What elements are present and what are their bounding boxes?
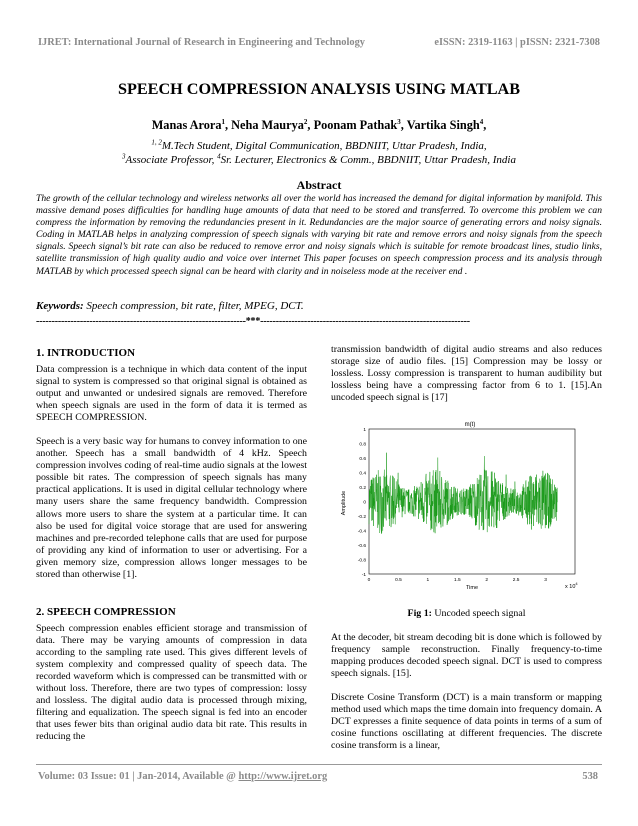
y-tick-label: -0.4 xyxy=(357,529,366,535)
right-column-bottom xyxy=(331,632,602,764)
separator: -------------------------------------------------------------------***------------------------------------------------------------------- xyxy=(36,316,470,327)
speech-signal-figure xyxy=(331,417,602,597)
figure-caption-label: Fig 1: xyxy=(407,608,432,619)
x-tick-label: 1.5 xyxy=(453,578,461,583)
author-name: Manas Arora xyxy=(151,118,222,132)
speech-body xyxy=(36,623,307,755)
paragraph: Discrete Cosine Transform (DCT) is a main transform or mapping method used which maps the time domain into frequency domain. A DCT expresses a finite sequence of data points in terms of a sum of cosine functions oscillating at different frequencies. The discrete cosine transform is a linear, xyxy=(331,692,602,752)
author-name: Neha Maurya xyxy=(231,118,304,132)
section-heading: 2. SPEECH COMPRESSION xyxy=(36,606,176,618)
abstract-heading: Abstract xyxy=(296,178,342,192)
running-header xyxy=(38,37,600,48)
footer xyxy=(38,771,598,782)
x-tick-label: 3 xyxy=(544,578,547,583)
author-name: Vartika Singh xyxy=(406,118,480,132)
y-tick-label: -1 xyxy=(361,573,366,578)
abstract-text: The growth of the cellular technology and wireless networks all over the world has increased the demand for digital information by manifold. This massive demand poses difficulties for handling huge amounts of data that need to be stored and transferred. To overcome this problem we can compress the information by removing the redundancies present in it. Redundancies are the major source of generating errors and noisy signals. Coding in MATLAB helps in analyzing compression of speech signals with varying bit rate and remove errors and noisy signals from the speech signals. Speech signal’s bit rate can also be reduced to remove error and noisy signals which is suitable for remote broadcast lines, studio links, satellite transmission of high quality audio and voice over internet This paper focuses on speech compression process and its analysis through MATLAB by which processed speech signal can be heard with clarity and in noiseless mode at the receiver end . xyxy=(36,193,602,277)
keywords-text: Speech compression, bit rate, filter, MPEG, DCT. xyxy=(86,300,304,312)
y-tick-label: -0.2 xyxy=(357,515,366,520)
intro-body xyxy=(36,364,307,593)
keywords-label: Keywords: xyxy=(36,300,84,312)
affiliation-line: $^3$Associate Professor, $^4$Sr. Lecturer, Electronics & Comm., BBDNIIT, Uttar Pradesh, India xyxy=(122,152,516,166)
footer-volume: Volume: 03 Issue: 01 | Jan-2014, Available @ http://www.ijret.org xyxy=(38,771,328,782)
x-tick-label: 1 xyxy=(426,578,430,583)
x-tick-label: 2.5 xyxy=(512,578,520,583)
x-tick-label: 2 xyxy=(485,578,489,583)
issn: eISSN: 2319-1163 | pISSN: 2321-7308 xyxy=(434,37,600,48)
figure-caption xyxy=(331,608,602,619)
plot-title: m(t) xyxy=(464,422,476,428)
paragraph: Speech compression enables efficient storage and transmission of data. There may be varying amounts of compression in data according to the sampling rate used. This gives different levels of system complexity and compressed quality of speech data. The recorded waveform which is compressed can be transmitted with or without loss. Therefore, there are two types of compression: lossy and lossless. The digital audio data is processed through mixing, filtering and equalization. The speech signal is fed into an encoder that uses fewer bits than original audio data bit rate. This results in reducing the xyxy=(36,623,307,743)
figure-caption-text: Uncoded speech signal xyxy=(431,608,526,619)
x-tick-label: 0 xyxy=(367,578,371,583)
journal-name: IJRET: International Journal of Research in Engineering and Technology xyxy=(38,37,365,48)
section-heading: 1. INTRODUCTION xyxy=(36,347,136,359)
author-list: Manas Arora$^1$, Neha Maurya$^2$, Poonam Pathak$^3$, Vartika Singh$^4$, xyxy=(151,117,487,132)
paper-title: SPEECH COMPRESSION ANALYSIS USING MATLAB xyxy=(117,80,521,98)
paragraph: At the decoder, bit stream decoding bit is done which is followed by frequency sample reconstruction. Finally frequency-to-time mapping produces decoded speech signal. DCT is used to compress speech signals. [15]. xyxy=(331,632,602,680)
page-number: 538 xyxy=(582,771,598,782)
affiliation-line: $^{1, 2}$M.Tech Student, Digital Communication, BBDNIIT, Uttar Pradesh, India, xyxy=(151,138,487,152)
y-axis-label: Amplitude xyxy=(341,490,347,516)
y-tick-label: 0.4 xyxy=(359,471,366,477)
x-multiplier: x $10^4$ xyxy=(565,581,578,590)
keywords xyxy=(36,300,602,312)
author-name: Poonam Pathak xyxy=(313,118,398,132)
footer-divider xyxy=(36,764,602,765)
y-tick-label: 0.6 xyxy=(359,457,366,462)
y-tick-label: 0.2 xyxy=(359,486,366,491)
paragraph: transmission bandwidth of digital audio streams and also reduces storage size of audio files. [15] Compression may be lossy or lossless. Lossy compression is transparent to human audibility but lossless being have a compressing factor from 6 to 1. [15].An uncoded speech signal is [17] xyxy=(331,344,602,404)
journal-link[interactable]: http://www.ijret.org xyxy=(238,771,328,782)
paragraph: Data compression is a technique in which data content of the input signal to system is compressed so that original signal is obtained as output and unwanted or undesired signals are removed. Therefore when speech signals are used in the form of data it is termed as SPEECH COMPRESSION. xyxy=(36,364,307,424)
y-tick-label: 0.8 xyxy=(359,442,366,448)
y-tick-label: 0 xyxy=(363,500,366,506)
y-tick-label: 1 xyxy=(363,428,366,433)
y-tick-label: -0.8 xyxy=(357,558,366,564)
y-tick-label: -0.6 xyxy=(357,544,366,549)
right-column-top xyxy=(331,344,602,416)
x-tick-label: 0.5 xyxy=(395,578,402,583)
x-axis-label: Time xyxy=(465,585,479,591)
paragraph: Speech is a very basic way for humans to convey information to one another. Speech has a small bandwidth of 4 kHz. Speech compression involves coding of real-time audio signals at the lowest possible bit rates. The compression of speech signals has many practical applications. It is used in digital cellular technology where many users share the same frequency bandwidth. Compression allows more users to share the system at a particular time. It can also be used for digital voice storage that are used for answering machines and pre-recorded telephone calls that are used for purpose of providing any kind of information to user or advertising. For a given memory size, compression allows longer messages to be stored than otherwise [1]. xyxy=(36,436,307,580)
